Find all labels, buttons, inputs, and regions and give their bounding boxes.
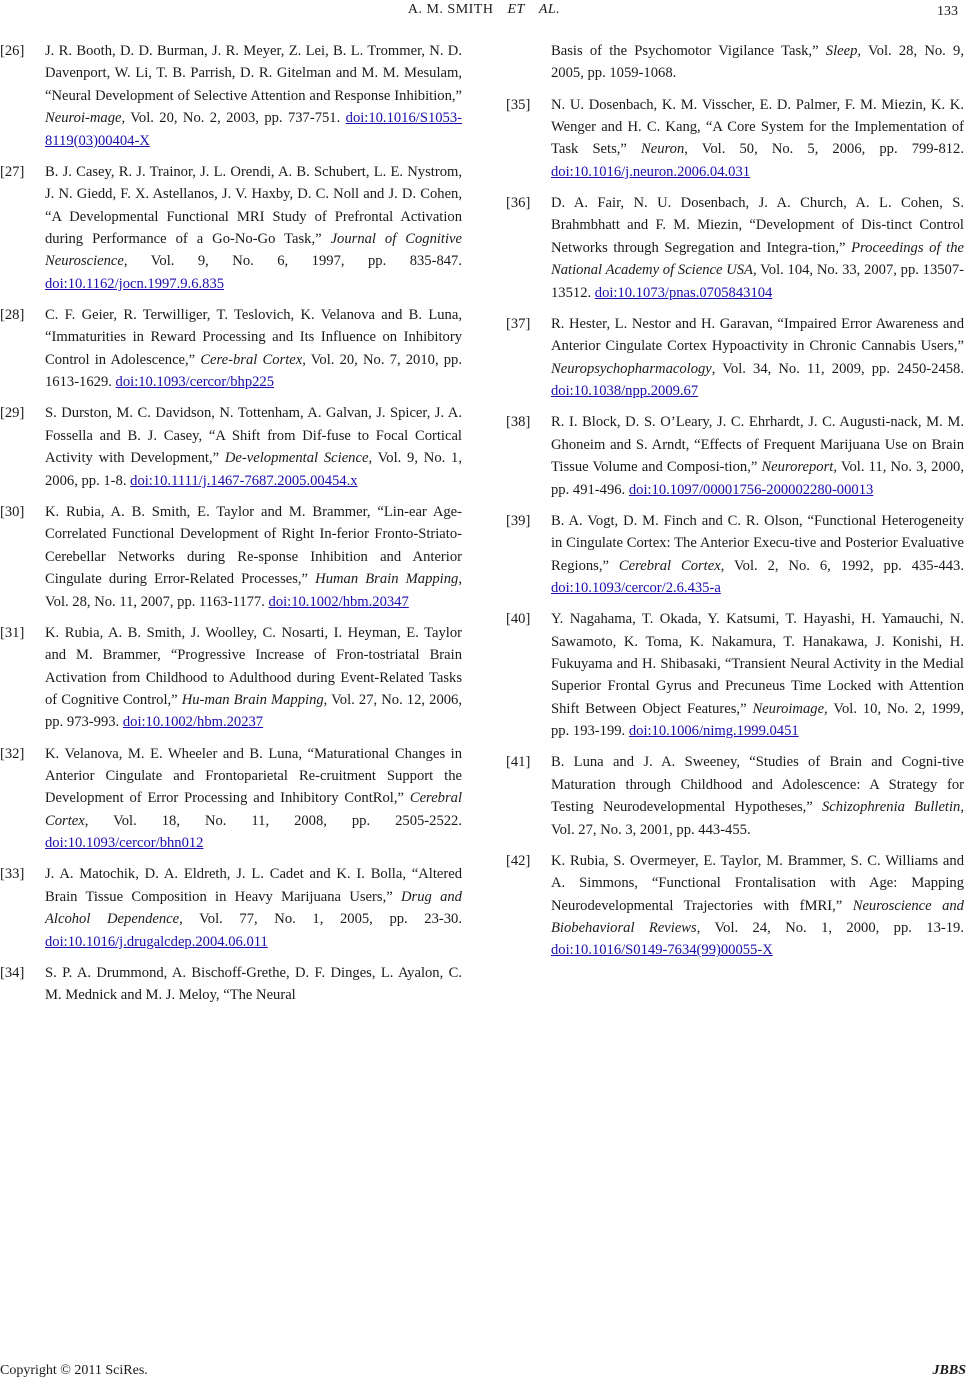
reference-number: [37]	[506, 315, 531, 332]
reference-number: [41]	[506, 754, 531, 771]
doi-link[interactable]: doi:10.1016/S1053-8119(03)00404-X	[45, 110, 462, 149]
reference-number: [32]	[0, 745, 25, 762]
reference-journal: Sleep	[825, 43, 858, 59]
reference-item	[0, 161, 462, 295]
reference-details: , Vol. 11, No. 3, 2000, pp. 491-496.	[551, 459, 964, 498]
doi-link[interactable]: doi:10.1093/cercor/bhp225	[115, 374, 275, 391]
doi-link[interactable]: doi:10.1073/pnas.0705843104	[594, 284, 773, 301]
reference-item	[506, 510, 964, 600]
reference-details: , Vol. 34, No. 11, 2009, pp. 2450-2458.	[711, 360, 964, 377]
reference-number: [38]	[506, 414, 531, 431]
reference-journal: Neuropsychopharmacology	[551, 360, 712, 377]
reference-journal: Drug and Alcohol Dependence	[45, 888, 462, 928]
reference-details: , Vol. 10, No. 2, 1999, pp. 193-199.	[551, 700, 965, 740]
reference-journal: De-velopmental Science	[224, 450, 369, 467]
reference-item	[506, 40, 964, 85]
header-al: AL.	[538, 2, 561, 17]
reference-text: C. F. Geier, R. Terwilliger, T. Teslovich, K. Velanova and B. Luna, “Immaturities in Reward Processing and Its Influence on Inhibitory Control in Adolescence,”	[45, 307, 462, 368]
reference-number: [42]	[506, 852, 531, 869]
running-header	[0, 0, 968, 22]
header-et: ET	[507, 2, 525, 17]
reference-item	[506, 192, 964, 304]
reference-journal: Journal of Cognitive Neuroscience	[45, 231, 462, 270]
reference-journal: Cerebral Cortex	[618, 557, 721, 574]
page-number: 133	[937, 4, 958, 19]
doi-link[interactable]: doi:10.1162/jocn.1997.9.6.835	[45, 275, 225, 292]
reference-text: S. P. A. Drummond, A. Bischoff-Grethe, D. F. Dinges, L. Ayalon, C. M. Mednick and M. J. Meloy, “The Neural	[45, 964, 462, 1004]
reference-text: N. U. Dosenbach, K. M. Visscher, E. D. Palmer, F. M. Miezin, K. K. Wenger and H. C. Kang, “A Core System for the Implementation of Task Sets,”	[551, 96, 964, 158]
reference-journal: Neuroimage	[752, 700, 825, 717]
reference-text: Basis of the Psychomotor Vigilance Task,”	[551, 43, 826, 59]
reference-item	[506, 313, 964, 403]
reference-item	[0, 743, 462, 855]
reference-text: B. Luna and J. A. Sweeney, “Studies of Brain and Cogni-tive Maturation through Childhood and Adolescence: A Strategy for Testing Neurodevelopmental Hypotheses,”	[551, 754, 964, 816]
reference-item	[0, 863, 462, 953]
reference-item	[506, 94, 964, 184]
reference-text: Y. Nagahama, T. Okada, Y. Katsumi, T. Hayashi, H. Yamauchi, N. Sawamoto, K. Toma, K. Nakamura, T. Hanakawa, J. Konishi, H. Fukuyama and H. Shibasaki, “Transient Neural Activity in the Medial Superior Frontal Gyrus and Precuneus Time Locked with Attention Shift Between Object Features,”	[551, 611, 964, 717]
reference-text: K. Rubia, S. Overmeyer, E. Taylor, M. Brammer, S. C. Williams and A. Simmons, “Functional Frontalisation with Age: Mapping Neurodevelopmental Trajectories with fMRI,”	[551, 852, 964, 914]
reference-details: , Vol. 24, No. 1, 2000, pp. 13-19.	[696, 920, 964, 936]
copyright-notice: Copyright © 2011 SciRes.	[0, 1363, 148, 1378]
running-title	[0, 2, 968, 18]
reference-details: , Vol. 18, No. 11, 2008, pp. 2505-2522.	[84, 812, 462, 829]
reference-item	[0, 962, 462, 1007]
reference-details: , Vol. 2, No. 6, 1992, pp. 435-443.	[720, 557, 964, 574]
reference-number: [39]	[506, 512, 531, 529]
reference-details: , Vol. 9, No. 6, 1997, pp. 835-847.	[123, 253, 462, 270]
doi-link[interactable]: doi:10.1016/j.drugalcdep.2004.06.011	[45, 933, 268, 950]
reference-text: B. A. Vogt, D. M. Finch and C. R. Olson, “Functional Heterogeneity in Cingulate Cortex: The Anterior Execu-tive and Posterior Evaluative Regions,”	[551, 512, 964, 574]
reference-text: J. R. Booth, D. D. Burman, J. R. Meyer, Z. Lei, B. L. Trommer, N. D. Davenport, W. Li, T. B. Parrish, D. R. Gitelman and M. M. Mesulam, “Neural Development of Selective Attention and Response Inhibition,”	[45, 43, 462, 104]
reference-journal: Proceedings of the National Academy of Science USA	[551, 239, 964, 279]
reference-details: , Vol. 20, No. 7, 2010, pp. 1613-1629.	[45, 351, 462, 391]
references-right-column	[506, 40, 964, 971]
doi-link[interactable]: doi:10.1038/npp.2009.67	[551, 383, 699, 400]
doi-link[interactable]: doi:10.1016/S0149-7634(99)00055-X	[551, 942, 773, 959]
reference-journal: Neuroscience and Biobehavioral Reviews	[551, 897, 964, 936]
doi-link[interactable]: doi:10.1002/hbm.20347	[268, 593, 409, 610]
reference-number: [40]	[506, 611, 531, 628]
doi-link[interactable]: doi:10.1016/j.neuron.2006.04.031	[551, 163, 751, 180]
reference-details: , Vol. 28, No. 11, 2007, pp. 1163-1177.	[45, 571, 462, 610]
references-left-column	[0, 40, 462, 1015]
header-authors: A. M. SMITH	[407, 2, 494, 17]
doi-link[interactable]: doi:10.1002/hbm.20237	[122, 714, 264, 731]
reference-journal: Neuron	[641, 141, 685, 158]
reference-details: , Vol. 50, No. 5, 2006, pp. 799-812.	[684, 141, 964, 158]
reference-number: [35]	[506, 96, 531, 113]
reference-number: [26]	[0, 43, 25, 59]
reference-item	[0, 304, 462, 394]
reference-text: B. J. Casey, R. J. Trainor, J. L. Orendi, A. B. Schubert, L. E. Nystrom, J. N. Giedd, F. X. Astellanos, J. V. Haxby, D. C. Noll and J. D. Cohen, “A Developmental Functional MRI Study of Prefrontal Activation during Performance of a Go-No-Go Task,”	[45, 163, 462, 248]
reference-details: , Vol. 20, No. 2, 2003, pp. 737-751.	[121, 110, 346, 127]
reference-item	[0, 402, 462, 492]
reference-number: [34]	[0, 964, 25, 981]
reference-text: K. Velanova, M. E. Wheeler and B. Luna, “Maturational Changes in Anterior Cingulate and Frontoparietal Re-cruitment Support the Development of Error Processing and Inhibitory ContRol,”	[45, 745, 462, 807]
reference-number: [33]	[0, 866, 25, 883]
reference-number: [27]	[0, 163, 25, 180]
reference-item	[0, 501, 462, 613]
reference-text: S. Durston, M. C. Davidson, N. Tottenham, A. Galvan, J. Spicer, J. A. Fossella and B. J. Casey, “A Shift from Dif-fuse to Focal Cortical Activity with Development,”	[45, 405, 462, 467]
reference-number: [31]	[0, 624, 25, 641]
reference-journal: Hu-man Brain Mapping	[181, 691, 324, 708]
reference-text: D. A. Fair, N. U. Dosenbach, J. A. Church, A. L. Cohen, S. Brahmbhatt and F. M. Miezin, “Development of Dis-tinct Control Networks through Segregation and Integra-tion,”	[551, 195, 964, 256]
reference-number: [28]	[0, 307, 25, 324]
reference-number: [30]	[0, 503, 25, 520]
reference-details: , Vol. 28, No. 9, 2005, pp. 1059-1068.	[551, 43, 964, 82]
reference-details: , Vol. 27, No. 12, 2006, pp. 973-993.	[45, 691, 462, 731]
reference-journal: Neuroi-mage	[45, 110, 122, 127]
reference-item	[506, 751, 964, 841]
reference-journal: Cere-bral Cortex	[200, 351, 303, 368]
doi-link[interactable]: doi:10.1111/j.1467-7687.2005.00454.x	[130, 472, 358, 489]
doi-link[interactable]: doi:10.1097/00001756-200002280-00013	[628, 481, 874, 498]
reference-journal: Human Brain Mapping	[315, 571, 459, 588]
reference-journal: Cerebral Cortex	[45, 790, 462, 829]
reference-details: , Vol. 9, No. 1, 2006, pp. 1-8.	[45, 450, 463, 489]
doi-link[interactable]: doi:10.1093/cercor/bhn012	[45, 835, 204, 852]
reference-text: K. Rubia, A. B. Smith, J. Woolley, C. Nosarti, I. Heyman, E. Taylor and M. Brammer, “Progressive Increase of Fron-tostriatal Brain Activation from Childhood to Adulthood during Event-Related Tasks of Cognitive Control,”	[45, 624, 462, 708]
reference-item	[506, 608, 964, 742]
reference-journal: Schizophrenia Bulletin	[821, 799, 961, 816]
reference-item	[506, 850, 964, 962]
reference-journal: Neuroreport	[761, 459, 834, 476]
reference-text: R. I. Block, D. S. O’Leary, J. C. Ehrhardt, J. C. Augusti-nack, M. M. Ghoneim and S. Arndt, “Effects of Frequent Marijuana Use on Brain Tissue Volume and Composi-tion,”	[551, 414, 964, 476]
doi-link[interactable]: doi:10.1093/cercor/2.6.435-a	[551, 579, 721, 596]
reference-details: , Vol. 77, No. 1, 2005, pp. 23-30.	[179, 911, 463, 928]
reference-text: K. Rubia, A. B. Smith, E. Taylor and M. Brammer, “Lin-ear Age-Correlated Functional Development of Right In-ferior Fronto-Striato-Cerebellar Networks during Re-sponse Inhibition and Anterior Cingulate during Error-Related Processes,”	[45, 503, 462, 588]
reference-details: , Vol. 27, No. 3, 2001, pp. 443-455.	[551, 799, 964, 838]
reference-item	[506, 411, 964, 501]
reference-text: R. Hester, L. Nestor and H. Garavan, “Impaired Error Awareness and Anterior Cingulate Cortex Hypoactivity in Chronic Cannabis Users,”	[551, 315, 964, 355]
reference-number: [36]	[506, 195, 531, 212]
reference-text: J. A. Matochik, D. A. Eldreth, J. L. Cadet and K. I. Bolla, “Altered Brain Tissue Composition in Heavy Marijuana Users,”	[45, 866, 462, 905]
doi-link[interactable]: doi:10.1006/nimg.1999.0451	[628, 723, 799, 740]
journal-code: JBBS	[932, 1363, 966, 1378]
reference-number: [29]	[0, 405, 25, 422]
reference-item	[0, 40, 462, 152]
reference-item	[0, 622, 462, 734]
reference-details: , Vol. 104, No. 33, 2007, pp. 13507-13512.	[551, 262, 964, 301]
